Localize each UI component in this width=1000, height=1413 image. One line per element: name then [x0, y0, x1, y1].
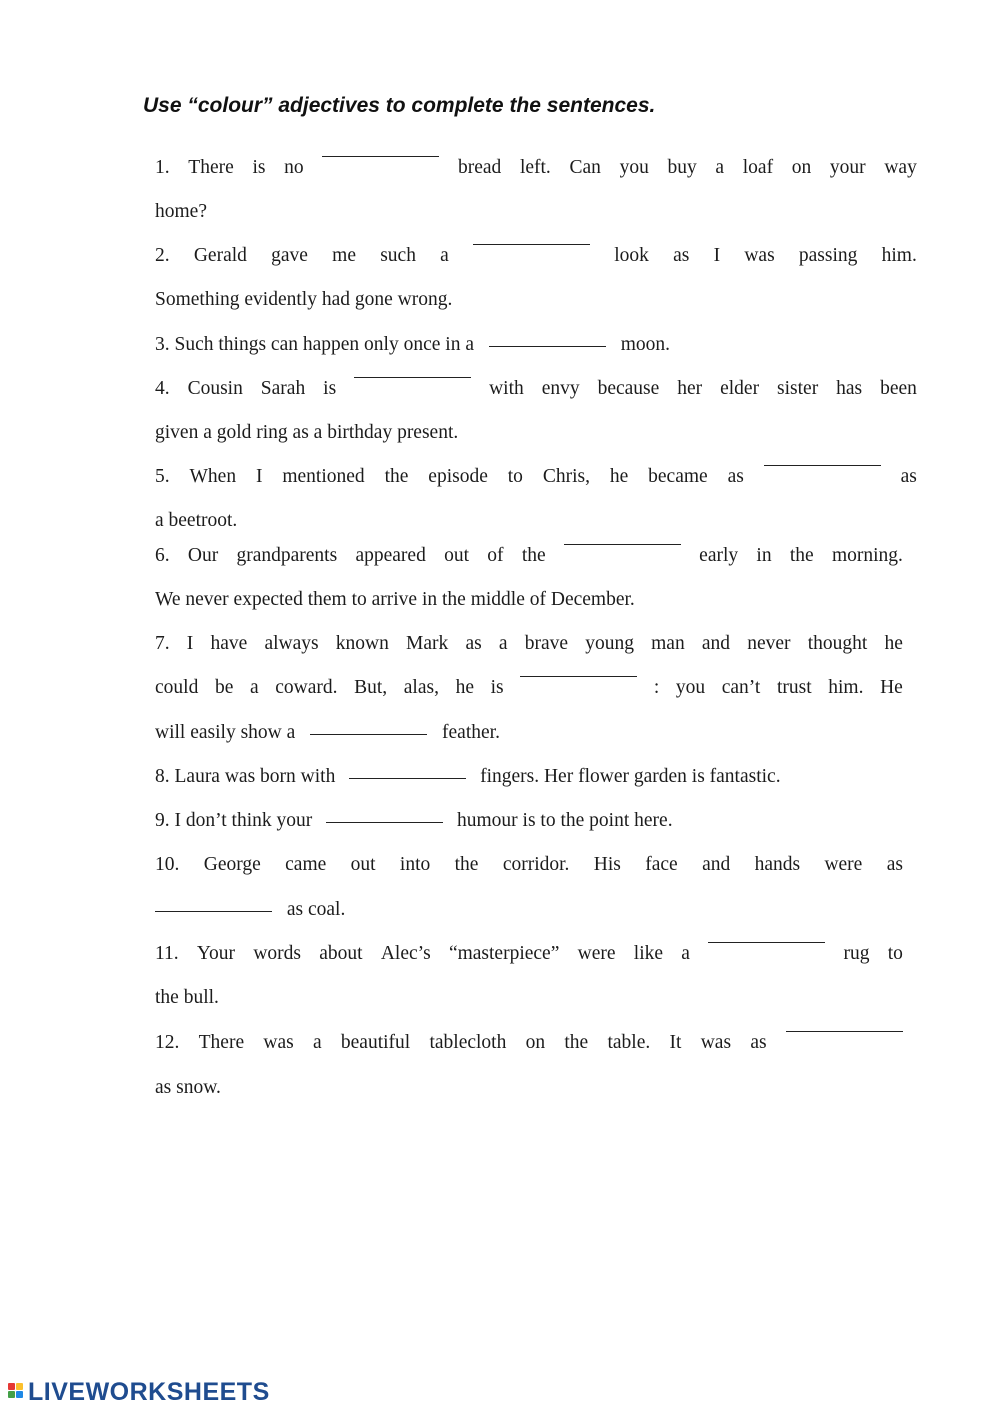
word: you [675, 677, 706, 698]
word: George [203, 854, 261, 875]
word: is [490, 677, 504, 698]
word: a [249, 677, 259, 698]
word: When [189, 466, 237, 487]
word: It [669, 1032, 682, 1053]
word: gave [271, 245, 308, 266]
word: Chris, [542, 466, 590, 487]
word: me [332, 245, 356, 266]
word: can’t [721, 677, 761, 698]
word: look [614, 245, 649, 266]
word: a [498, 633, 508, 654]
word: is [323, 378, 337, 399]
word: about [319, 943, 363, 964]
word: like [633, 943, 664, 964]
sentence-4-line-2: given a gold ring as a birthday present. [155, 422, 459, 443]
word: a [440, 245, 449, 266]
word: mentioned [282, 466, 365, 487]
word: 4. [155, 378, 170, 399]
word: grandparents [236, 545, 338, 566]
word: you [619, 157, 649, 178]
sentence-6-line-1 [155, 543, 903, 569]
sentence-8-end: fingers. Her flower garden is fantastic. [480, 766, 781, 787]
word: passing [798, 245, 858, 266]
answer-blank[interactable] [564, 543, 681, 545]
word: were [824, 854, 863, 875]
sentence-8-text: 8. Laura was born with [155, 766, 336, 787]
word: Can [569, 157, 601, 178]
word: 7. [155, 633, 170, 654]
answer-blank[interactable] [322, 155, 439, 157]
word: morning. [831, 545, 903, 566]
sentence-5-line-2: a beetroot. [155, 510, 238, 531]
word: the [564, 1032, 589, 1053]
word: were [577, 943, 616, 964]
word: He [880, 677, 903, 698]
word: envy [541, 378, 580, 399]
answer-blank[interactable] [520, 675, 637, 677]
word: out [350, 854, 376, 875]
sentence-7-line-2 [155, 675, 903, 701]
word: bread [457, 157, 502, 178]
word: him. [881, 245, 917, 266]
word: was [263, 1032, 294, 1053]
word: There [198, 1032, 245, 1053]
word: on [791, 157, 812, 178]
sentence-12-line-2: as snow. [155, 1077, 221, 1098]
word: tablecloth [429, 1032, 507, 1053]
word: words [253, 943, 301, 964]
word: man [651, 633, 685, 654]
sentence-7-line-3 [155, 720, 500, 746]
word: the [384, 466, 409, 487]
word: a [715, 157, 725, 178]
word: But, [354, 677, 388, 698]
word: Gerald [193, 245, 247, 266]
word: the [789, 545, 814, 566]
word: 5. [155, 466, 170, 487]
sentence-2-line-1 [155, 243, 917, 269]
word: beautiful [340, 1032, 411, 1053]
sentence-8 [155, 764, 781, 790]
word: the [454, 854, 479, 875]
word: as [727, 466, 744, 487]
word: elder [720, 378, 760, 399]
answer-blank-10[interactable] [155, 910, 272, 912]
sentence-6-line-2: We never expected them to arrive in the middle of December. [155, 589, 635, 610]
answer-blank[interactable] [764, 464, 881, 466]
answer-blank[interactable] [786, 1030, 903, 1032]
answer-blank[interactable] [354, 376, 471, 378]
word: 10. [155, 854, 180, 875]
word: left. [519, 157, 551, 178]
word: could [155, 677, 199, 698]
word: of [487, 545, 504, 566]
word: known [335, 633, 389, 654]
sentence-7-text: will easily show a [155, 722, 296, 743]
word: as [886, 854, 903, 875]
word: in [756, 545, 772, 566]
word: has [836, 378, 863, 399]
word: : [653, 677, 660, 698]
sentence-5-line-1 [155, 464, 917, 490]
word: is [252, 157, 266, 178]
word: a [312, 1032, 322, 1053]
word: Sarah [260, 378, 306, 399]
worksheet-title: Use “colour” adjectives to complete the sentences. [143, 94, 656, 117]
word: as [673, 245, 690, 266]
word: with [489, 378, 524, 399]
word: corridor. [502, 854, 570, 875]
sentence-7-line-1 [155, 631, 903, 657]
word: such [380, 245, 416, 266]
word: never [747, 633, 791, 654]
word: been [880, 378, 917, 399]
word: came [285, 854, 327, 875]
word: to [887, 943, 903, 964]
word: trust [776, 677, 812, 698]
sentence-3 [155, 332, 670, 358]
sentence-1-line-2: home? [155, 201, 207, 222]
word: sister [777, 378, 819, 399]
word: was [744, 245, 775, 266]
word: early [699, 545, 739, 566]
word: buy [667, 157, 697, 178]
liveworksheets-logo-icon [8, 1381, 24, 1405]
sentence-12-line-1 [155, 1030, 903, 1056]
sentence-4-line-1 [155, 376, 917, 402]
sentence-9-text: 9. I don’t think your [155, 810, 313, 831]
sentence-1-line-1 [155, 155, 917, 181]
word: Cousin [187, 378, 243, 399]
word: Our [187, 545, 219, 566]
word: Alec’s [380, 943, 431, 964]
answer-blank-3[interactable] [489, 345, 606, 347]
word: to [507, 466, 523, 487]
word: 12. [155, 1032, 180, 1053]
word: brave [524, 633, 569, 654]
word: became [648, 466, 708, 487]
word: he [609, 466, 629, 487]
sentence-11-line-1 [155, 941, 903, 967]
word: your [829, 157, 866, 178]
word: “masterpiece” [448, 943, 560, 964]
word: on [525, 1032, 546, 1053]
sentence-9 [155, 808, 673, 834]
word: Your [196, 943, 236, 964]
word: I [713, 245, 721, 266]
word: thought [807, 633, 868, 654]
word: no [284, 157, 304, 178]
answer-blank[interactable] [473, 243, 590, 245]
answer-blank[interactable] [708, 941, 825, 943]
word: as [900, 466, 917, 487]
answer-blank-7b[interactable] [310, 733, 427, 735]
word: episode [428, 466, 488, 487]
word: have [210, 633, 248, 654]
word: rug [843, 943, 870, 964]
sentence-10-line-2 [155, 897, 345, 923]
word: because [597, 378, 660, 399]
word: was [700, 1032, 732, 1053]
word: 1. [155, 157, 170, 178]
word: loaf [742, 157, 774, 178]
brand-name: LIVEWORKSHEETS [28, 1378, 270, 1406]
word: the [521, 545, 546, 566]
word: alas, [403, 677, 439, 698]
word: appeared [355, 545, 426, 566]
word: way [884, 157, 917, 178]
answer-blank-8[interactable] [349, 777, 466, 779]
sentence-11-line-2: the bull. [155, 987, 219, 1008]
word: young [585, 633, 634, 654]
sentence-10-end: as coal. [286, 899, 346, 920]
word: 2. [155, 245, 170, 266]
word: and [702, 854, 731, 875]
word: as [750, 1032, 767, 1053]
word: I [255, 466, 263, 487]
word: a [681, 943, 690, 964]
word: hands [754, 854, 801, 875]
word: her [677, 378, 703, 399]
word: face [645, 854, 678, 875]
word: 6. [155, 545, 170, 566]
word: There [188, 157, 234, 178]
sentence-2-line-2: Something evidently had gone wrong. [155, 289, 453, 310]
word: he [884, 633, 903, 654]
answer-blank-9[interactable] [326, 821, 443, 823]
word: Mark [406, 633, 449, 654]
sentence-10-line-1 [155, 852, 903, 878]
word: he [455, 677, 474, 698]
sentence-3-end: moon. [620, 334, 671, 355]
word: and [701, 633, 731, 654]
word: into [399, 854, 431, 875]
word: him. [828, 677, 864, 698]
word: be [214, 677, 234, 698]
liveworksheets-footer [8, 1378, 270, 1407]
sentence-7-end: feather. [442, 722, 500, 743]
word: table. [607, 1032, 651, 1053]
word: I [186, 633, 194, 654]
word: 11. [155, 943, 179, 964]
word: as [465, 633, 482, 654]
sentence-9-end: humour is to the point here. [457, 810, 673, 831]
word: always [264, 633, 319, 654]
word: coward. [275, 677, 338, 698]
word: His [593, 854, 621, 875]
sentence-3-text: 3. Such things can happen only once in a [155, 334, 474, 355]
word: out [444, 545, 470, 566]
